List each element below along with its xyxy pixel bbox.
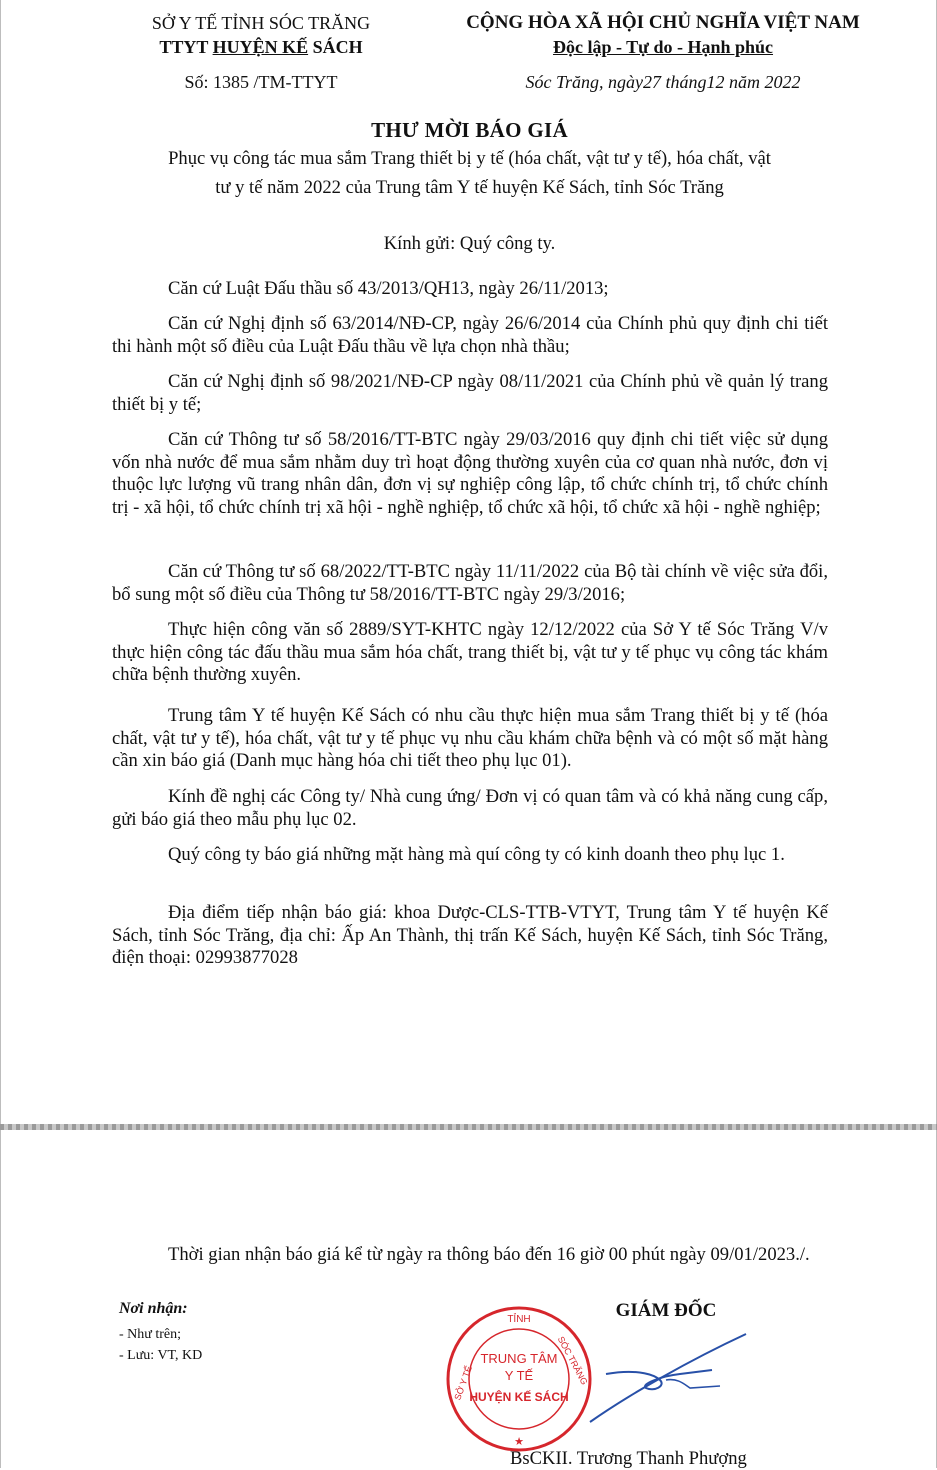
stamp-left-text: SỞ Y TẾ — [452, 1364, 474, 1402]
paragraph-invitation: Kính đề nghị các Công ty/ Nhà cung ứng/ Đơn vị có quan tâm và có khả năng cung cấp, gửi báo giá theo mẫu phụ lục 02. — [112, 786, 828, 830]
signer-role: GIÁM ĐỐC — [615, 1300, 717, 1321]
stamp-center-line-2: Y TẾ — [504, 1368, 534, 1383]
stamp-right-text: SÓC TRĂNG — [555, 1334, 590, 1387]
place-and-date: Sóc Trăng, ngày27 tháng12 năm 2022 — [525, 72, 801, 92]
recipient-item: - Như trên; — [119, 1327, 182, 1342]
paragraph-legal-basis-4: Căn cứ Thông tư số 58/2016/TT-BTC ngày 29/03/2016 quy định chi tiết việc sử dụng vốn nhà nước để mua sắm nhằm duy trì hoạt động thường xuyên của cơ quan nhà nước, đơn vị thuộc lực lượng vũ trang nhân dân, đơn vị sự nghiệp công lập, tổ chức chính trị, tổ chức chính trị - xã hội, tổ chức chính trị xã hội - nghề nghiệp, tổ chức xã hội, tổ chức xã hội - nghề nghiệp; — [112, 429, 828, 518]
nation-title: CỘNG HÒA XÃ HỘI CHỦ NGHĨA VIỆT NAM — [466, 12, 860, 33]
document-number: Số: 1385 /TM-TTYT — [184, 72, 338, 92]
agency-name: SỞ Y TẾ TỈNH SÓC TRĂNG — [151, 13, 371, 33]
unit-name: TTYT HUYỆN KẾ SÁCH — [159, 37, 363, 57]
national-motto: Độc lập - Tự do - Hạnh phúc — [552, 37, 774, 57]
svg-text:★: ★ — [514, 1436, 524, 1448]
paragraph-legal-basis-2: Căn cứ Nghị định số 63/2014/NĐ-CP, ngày 26/6/2014 của Chính phủ quy định chi tiết thi hành một số điều của Luật Đấu thầu về lựa chọn nhà thầu; — [112, 313, 828, 357]
paragraph-legal-basis-5: Căn cứ Thông tư số 68/2022/TT-BTC ngày 11/11/2022 của Bộ tài chính về việc sửa đổi, bổ sung một số điều của Thông tư 58/2016/TT-BTC ngày 29/3/2016; — [112, 561, 828, 605]
paragraph-request: Trung tâm Y tế huyện Kế Sách có nhu cầu thực hiện mua sắm Trang thiết bị y tế (hóa chất, vật tư y tế), hóa chất, vật tư y tế phục vụ nhu cầu khám chữa bệnh và có một số mặt hàng cần xin báo giá (Danh mục hàng hóa chi tiết theo phụ lục 01). — [112, 705, 828, 771]
letter-subject-line-1: Phục vụ công tác mua sắm Trang thiết bị y tế (hóa chất, vật tư y tế), hóa chất, vật — [168, 148, 771, 169]
recipients-label: Nơi nhận: — [119, 1300, 188, 1317]
paragraph-deadline: Thời gian nhận báo giá kể từ ngày ra thông báo đến 16 giờ 00 phút ngày 09/01/2023./. — [168, 1244, 810, 1265]
paragraph-legal-basis-3: Căn cứ Nghị định số 98/2021/NĐ-CP ngày 08/11/2021 của Chính phủ về quản lý trang thiết bị y tế; — [112, 371, 828, 415]
recipient-item: - Lưu: VT, KD — [119, 1348, 203, 1363]
paragraph-address: Địa điểm tiếp nhận báo giá: khoa Dược-CLS-TTB-VTYT, Trung tâm Y tế huyện Kế Sách, tỉnh Sóc Trăng, địa chỉ: Ấp An Thành, thị trấn Kế Sách, huyện Kế Sách, tỉnh Sóc Trăng, điện thoại: 02993877028 — [112, 902, 828, 968]
stamp-center-line-3: HUYỆN KẾ SÁCH — [469, 1390, 569, 1404]
paragraph-implementation: Thực hiện công văn số 2889/SYT-KHTC ngày 12/12/2022 của Sở Y tế Sóc Trăng V/v thực hiện công tác đấu thầu mua sắm hóa chất, trang thiết bị, vật tư y tế phục vụ công tác khám chữa bệnh thường xuyên. — [112, 619, 828, 685]
paragraph-legal-basis-1: Căn cứ Luật Đấu thầu số 43/2013/QH13, ngày 26/11/2013; — [168, 278, 609, 299]
signature-scribble — [570, 1310, 770, 1440]
signer-name: BsCKII. Trương Thanh Phượng — [510, 1448, 747, 1469]
letter-subject-line-2: tư y tế năm 2022 của Trung tâm Y tế huyện Kế Sách, tỉnh Sóc Trăng — [215, 177, 724, 198]
stamp-top-text: TỈNH — [507, 1314, 531, 1325]
paragraph-scope: Quý công ty báo giá những mặt hàng mà quí công ty có kinh doanh theo phụ lục 1. — [168, 844, 785, 865]
letter-title: THƯ MỜI BÁO GIÁ — [371, 118, 568, 142]
salutation: Kính gửi: Quý công ty. — [383, 233, 556, 254]
stamp-center-line-1: TRUNG TÂM — [480, 1351, 558, 1366]
